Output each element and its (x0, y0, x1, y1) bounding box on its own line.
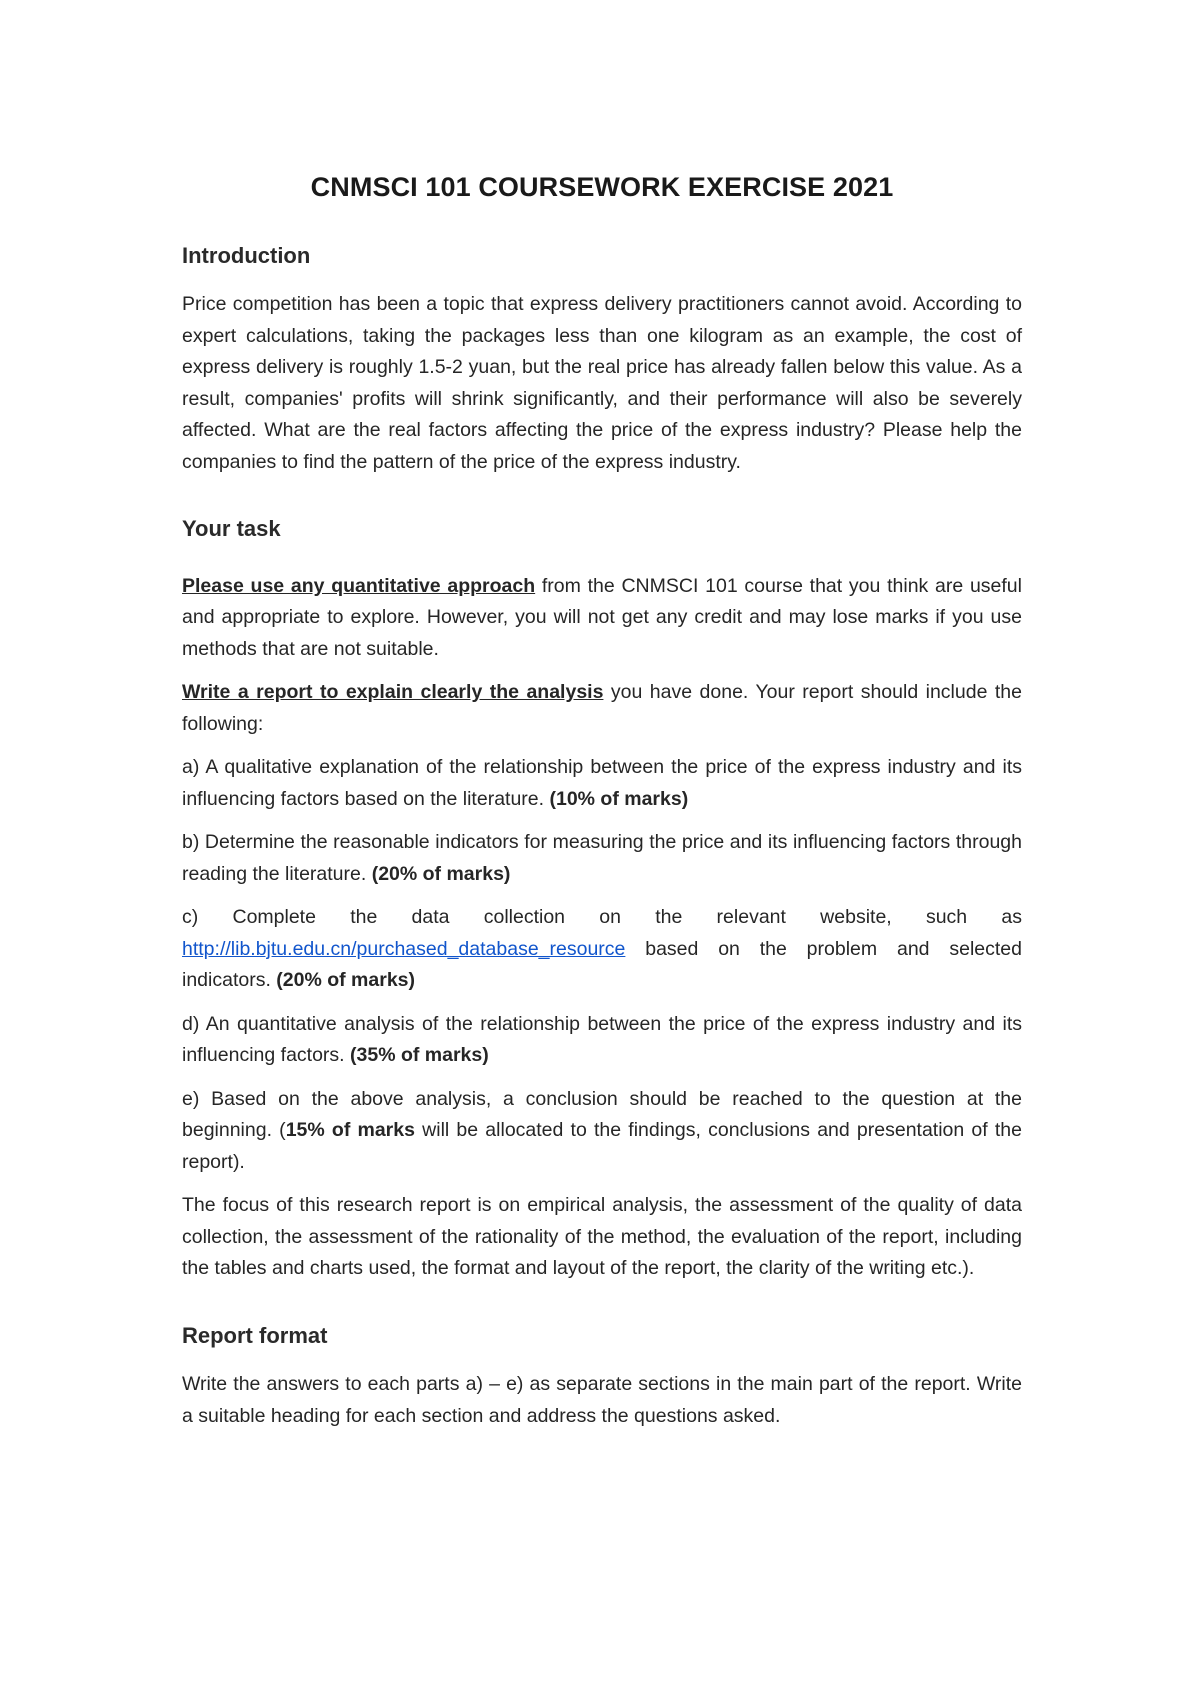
quantitative-approach-emphasis: Please use any quantitative approach (182, 574, 536, 597)
item-e-marks: 15% of marks (285, 1119, 415, 1142)
item-b-text: b) Determine the reasonable indicators for measuring the price and its influencing factors through reading the literature. (182, 831, 1022, 885)
task-report-text: you have done. Your report should include the following: (182, 681, 1022, 735)
report-focus-paragraph: The focus of this research report is on empirical analysis, the assessment of the quality of data collection, the assessment of the rationality of the method, the evaluation of the report, including the tables and charts used, the format and layout of the report, the clarity of the writing etc.). (182, 1194, 1022, 1280)
task-item-d (182, 1009, 1022, 1072)
item-d-text: d) An quantitative analysis of the relationship between the price of the express industry and its influencing factors. (182, 1012, 1022, 1067)
task-report-paragraph (182, 677, 1022, 740)
item-c-marks: (20% of marks) (276, 969, 416, 992)
item-c-after-text: based on the problem and selected indicators. (182, 937, 1022, 992)
write-report-emphasis: Write a report to explain clearly the analysis (182, 681, 604, 704)
introduction-heading: Introduction (182, 243, 311, 268)
task-item-e (182, 1084, 1022, 1179)
item-c-text: c) Complete the data collection on the relevant website, such as (182, 906, 1022, 929)
database-resource-link[interactable]: http://lib.bjtu.edu.cn/purchased_database_resource (182, 937, 626, 960)
item-e-text-after: will be allocated to the findings, conclusions and presentation of the report). (182, 1119, 1022, 1173)
your-task-heading: Your task (182, 516, 281, 542)
task-approach-text: from the CNMSCI 101 course that you think are useful and appropriate to explore. However, you will not get any credit and may lose marks if you use methods that are not suitable. (182, 574, 1022, 660)
item-a-text: a) A qualitative explanation of the relationship between the price of the express industry and its influencing factors based on the literature. (182, 756, 1022, 810)
task-approach-paragraph (182, 571, 1022, 666)
item-a-marks: (10% of marks) (549, 787, 689, 810)
item-b-marks: (20% of marks) (371, 862, 511, 885)
document-title: CNMSCI 101 COURSEWORK EXERCISE 2021 (310, 172, 894, 202)
report-format-paragraph: Write the answers to each parts a) – e) as separate sections in the main part of the report. Write a suitable heading for each section and address the questions asked. (182, 1373, 1022, 1427)
task-item-c (182, 902, 1022, 997)
report-format-heading: Report format (182, 1322, 328, 1348)
introduction-paragraph: Price competition has been a topic that express delivery practitioners cannot avoid. According to expert calculations, taking the packages less than one kilogram as an example, the cost of express delivery is roughly 1.5-2 yuan, but the real price has already fallen below this value. As a result, companies' profits will shrink significantly, and their performance will also be severely affected. What are the real factors affecting the price of the express industry? Please help the companies to find the pattern of the price of the express industry. (182, 293, 1022, 473)
item-e-text-before: e) Based on the above analysis, a conclusion should be reached to the question at the beginning. ( (182, 1087, 1022, 1142)
task-item-a (182, 752, 1022, 815)
document-page (182, 172, 1022, 1444)
task-item-b (182, 827, 1022, 890)
item-d-marks: (35% of marks) (350, 1044, 489, 1067)
